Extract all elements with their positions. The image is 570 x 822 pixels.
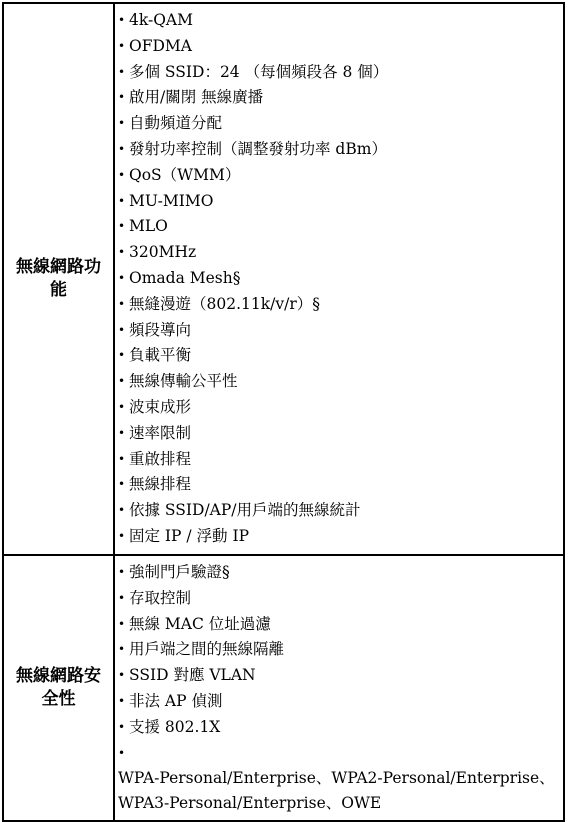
row-label-text: 無線網路功能 (16, 256, 101, 300)
list-item: • 負載平衡 (118, 343, 561, 369)
row-label-wireless-security (3, 555, 114, 821)
list-item: • 自動頻道分配 (118, 111, 561, 137)
list-item: • 重啟排程 (118, 447, 561, 473)
list-item: • SSID 對應 VLAN (118, 663, 561, 689)
list-item: • 支援 802.1X (118, 715, 561, 741)
list-item: • 用戶端之間的無線隔離 (118, 637, 561, 663)
spec-row-wireless-features (3, 3, 564, 555)
list-item: • 速率限制 (118, 421, 561, 447)
list-item: • MLO (118, 214, 561, 240)
row-label-text: 無線網路安全性 (16, 665, 101, 709)
list-item: • QoS（WMM） (118, 163, 561, 189)
list-item: • 多個 SSID：24 （每個頻段各 8 個） (118, 60, 561, 86)
list-item: • 無縫漫遊（802.11k/v/r）§ (118, 292, 561, 318)
list-item: • 無線 MAC 位址過濾 (118, 612, 561, 638)
list-item: • MU-MIMO (118, 189, 561, 215)
spec-row-wireless-security (3, 555, 564, 821)
feature-list (118, 560, 561, 816)
list-item: • 固定 IP / 浮動 IP (118, 524, 561, 550)
list-item: • 4k-QAM (118, 8, 561, 34)
list-item: • 非法 AP 偵測 (118, 689, 561, 715)
list-item-wpa-modes: • WPA-Personal/Enterprise、WPA2-Personal/Enterprise、WPA3-Personal/Enterprise、OWE (118, 741, 561, 816)
list-item: • 發射功率控制（調整發射功率 dBm） (118, 137, 561, 163)
feature-cell-security (114, 555, 564, 821)
spec-table (2, 2, 565, 822)
list-item: • 波束成形 (118, 395, 561, 421)
list-item: • 強制門戶驗證§ (118, 560, 561, 586)
list-item: • 無線排程 (118, 472, 561, 498)
list-item: • 無線傳輸公平性 (118, 369, 561, 395)
feature-list (118, 8, 561, 550)
list-item: • 頻段導向 (118, 318, 561, 344)
list-item: • 320MHz (118, 240, 561, 266)
list-item: • 存取控制 (118, 586, 561, 612)
feature-cell-wireless (114, 3, 564, 555)
list-item: • 依據 SSID/AP/用戶端的無線統計 (118, 498, 561, 524)
list-item: • Omada Mesh§ (118, 266, 561, 292)
row-label-wireless-features (3, 3, 114, 555)
list-item: • OFDMA (118, 34, 561, 60)
list-item: • 啟用/關閉 無線廣播 (118, 85, 561, 111)
